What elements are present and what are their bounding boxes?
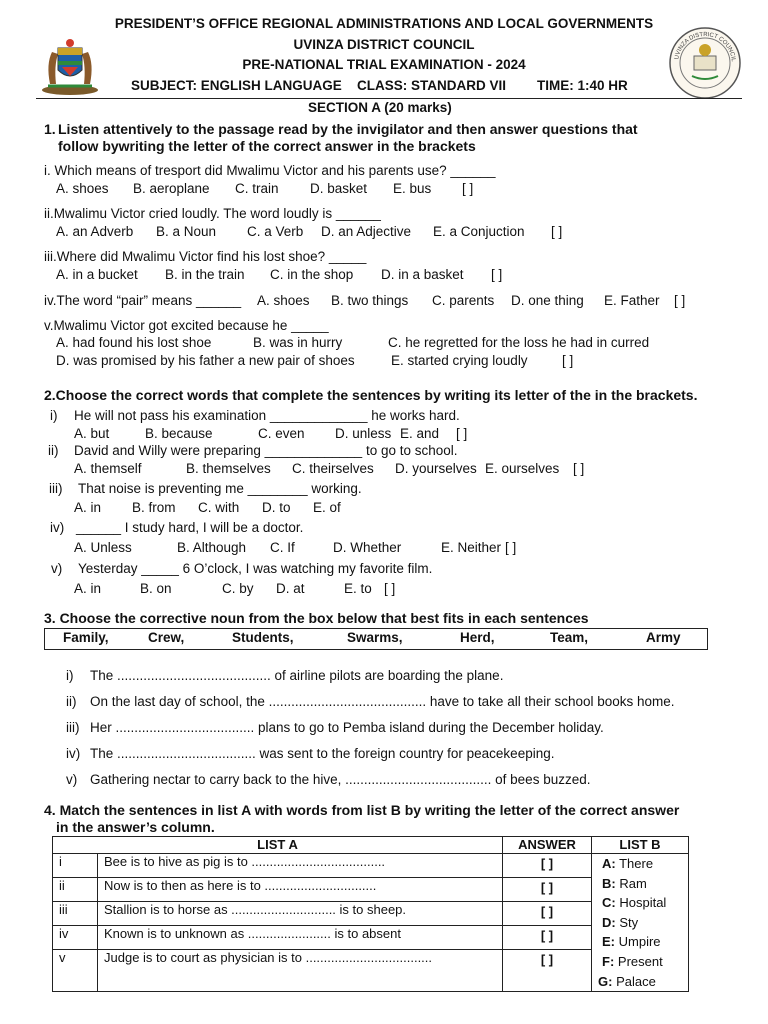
q1-item-iv-option-a: A. shoes bbox=[257, 293, 310, 308]
q1-number: 1. bbox=[44, 121, 56, 137]
section-a-title: SECTION A (20 marks) bbox=[308, 100, 452, 115]
answer-bracket[interactable]: [ ] bbox=[540, 903, 554, 919]
q1-item-ii-option-c: C. a Verb bbox=[247, 224, 304, 239]
q1-item-iv-answer-bracket[interactable]: [ ] bbox=[674, 293, 686, 308]
header-council: UVINZA DISTRICT COUNCIL bbox=[293, 37, 475, 52]
row-number: i bbox=[53, 854, 98, 878]
list-a-header: LIST A bbox=[53, 837, 503, 854]
list-b-item: G: Palace bbox=[598, 973, 656, 989]
q3-item-iv-number: iv) bbox=[66, 746, 81, 761]
q2-item-i-option-b: B. because bbox=[145, 426, 213, 441]
q1-item-iii-option-a: A. in a bucket bbox=[56, 267, 138, 282]
q2-item-ii-option-c: C. theirselves bbox=[292, 461, 374, 476]
q1-item-iv-option-b: B. two things bbox=[331, 293, 409, 308]
q2-item-ii-option-e: E. ourselves bbox=[485, 461, 560, 476]
row-number: iv bbox=[53, 925, 98, 949]
row-number: v bbox=[53, 949, 98, 992]
word-box-item: Army bbox=[646, 630, 681, 645]
q1-item-v-option-a: A. had found his lost shoe bbox=[56, 335, 212, 350]
q4-instruction-line1: 4. Match the sentences in list A with words from list B by writing the letter of the correct answer bbox=[44, 802, 680, 818]
list-b-item: B: Ram bbox=[602, 875, 647, 891]
answer-cell[interactable] bbox=[503, 901, 592, 925]
answer-cell[interactable] bbox=[503, 949, 592, 992]
answer-bracket[interactable]: [ ] bbox=[540, 879, 554, 895]
q4-instruction-line2: in the answer’s column. bbox=[56, 819, 215, 835]
q2-item-iii-option-b: B. from bbox=[132, 500, 176, 515]
word-box-item: Students, bbox=[232, 630, 294, 645]
q3-item-i-sentence: The ......................................... of airline pilots are boarding the plane. bbox=[90, 668, 504, 683]
q2-item-iii-number: iii) bbox=[49, 481, 63, 496]
q2-item-iv-number: iv) bbox=[50, 520, 65, 535]
q2-item-i-option-e: E. and bbox=[400, 426, 440, 441]
q1-item-i-question: i. Which means of tresport did Mwalimu Victor and his parents use? ______ bbox=[44, 163, 496, 178]
answer-bracket[interactable]: [ ] bbox=[540, 951, 554, 967]
q1-item-iv-option-c: C. parents bbox=[432, 293, 495, 308]
q3-item-v-sentence: Gathering nectar to carry back to the hive, ....................................... of bees buzzed. bbox=[90, 772, 591, 787]
answer-header: ANSWER bbox=[503, 837, 592, 854]
q1-instruction-line1: Listen attentively to the passage read by the invigilator and then answer questions that bbox=[58, 121, 638, 137]
q2-item-v-answer-bracket[interactable]: [ ] bbox=[384, 581, 396, 596]
q2-item-iii-option-e: E. of bbox=[313, 500, 341, 515]
q1-item-i-option-a: A. shoes bbox=[56, 181, 109, 196]
q1-item-ii-question: ii.Mwalimu Victor cried loudly. The word loudly is ______ bbox=[44, 206, 381, 221]
q1-item-i-option-b: B. aeroplane bbox=[133, 181, 210, 196]
q1-item-v-question: v.Mwalimu Victor got excited because he _____ bbox=[44, 318, 329, 333]
q2-item-i-option-c: C. even bbox=[258, 426, 305, 441]
q1-item-v-option-e: E. started crying loudly bbox=[391, 353, 528, 368]
word-box-item: Family, bbox=[63, 630, 109, 645]
q2-item-ii-option-b: B. themselves bbox=[186, 461, 271, 476]
q2-item-v-option-d: D. at bbox=[276, 581, 305, 596]
list-a-sentence: Bee is to hive as pig is to ..................................... bbox=[98, 854, 503, 878]
row-number: ii bbox=[53, 877, 98, 901]
list-b-item: A: There bbox=[602, 856, 654, 871]
q2-item-i-option-a: A. but bbox=[74, 426, 110, 441]
q2-item-i-question: He will not pass his examination _____________ he works hard. bbox=[74, 408, 460, 423]
q2-item-v-option-a: A. in bbox=[74, 581, 102, 596]
list-b-header: LIST B bbox=[592, 837, 689, 854]
q1-item-iii-option-c: C. in the shop bbox=[270, 267, 354, 282]
q2-item-iv-answer-bracket[interactable]: [ ] bbox=[505, 540, 517, 555]
list-b-item: E: Umpire bbox=[602, 934, 661, 950]
q2-item-i-number: i) bbox=[50, 408, 58, 423]
q2-item-iv-question: ______ I study hard, I will be a doctor. bbox=[76, 520, 304, 535]
q2-instruction: 2.Choose the correct words that complete the sentences by writing its letter of the in the brackets. bbox=[44, 387, 698, 403]
q2-item-i-answer-bracket[interactable]: [ ] bbox=[456, 426, 468, 441]
q3-item-iii-number: iii) bbox=[66, 720, 80, 735]
answer-cell[interactable] bbox=[503, 925, 592, 949]
q2-item-iii-option-a: A. in bbox=[74, 500, 102, 515]
q2-item-ii-number: ii) bbox=[48, 443, 59, 458]
q1-item-iii-option-b: B. in the train bbox=[165, 267, 245, 282]
q1-item-i-answer-bracket[interactable]: [ ] bbox=[462, 181, 474, 196]
list-a-sentence: Judge is to court as physician is to ................................... bbox=[98, 949, 503, 992]
row-number: iii bbox=[53, 901, 98, 925]
q2-item-ii-option-d: D. yourselves bbox=[395, 461, 477, 476]
q1-instruction-line2: follow bywriting the letter of the correct answer in the brackets bbox=[58, 138, 476, 154]
q2-item-v-option-b: B. on bbox=[140, 581, 172, 596]
q1-item-iii-option-d: D. in a basket bbox=[381, 267, 464, 282]
q3-item-ii-sentence: On the last day of school, the .......................................... have to take all their school books home. bbox=[90, 694, 675, 709]
q3-item-ii-number: ii) bbox=[66, 694, 77, 709]
q2-item-iv-option-e: E. Neither bbox=[441, 540, 502, 555]
q2-item-iii-question: That noise is preventing me ________ working. bbox=[78, 481, 362, 496]
q1-item-iv-question: iv.The word “pair” means ______ bbox=[44, 293, 242, 308]
q2-item-v-question: Yesterday _____ 6 O’clock, I was watching my favorite film. bbox=[78, 561, 433, 576]
q3-item-iv-sentence: The ..................................... was sent to the foreign country for peacekeeping. bbox=[90, 746, 555, 761]
answer-bracket[interactable]: [ ] bbox=[540, 856, 554, 871]
header-divider bbox=[36, 98, 742, 99]
q2-item-iii-option-d: D. to bbox=[262, 500, 291, 515]
header-subject: SUBJECT: ENGLISH LANGUAGE bbox=[131, 78, 342, 93]
word-box-item: Crew, bbox=[148, 630, 185, 645]
q1-item-v-answer-bracket[interactable]: [ ] bbox=[562, 353, 574, 368]
q2-item-iii-option-c: C. with bbox=[198, 500, 240, 515]
q2-item-iv-option-b: B. Although bbox=[177, 540, 247, 555]
q2-item-iv-option-c: C. If bbox=[270, 540, 295, 555]
q2-item-iv-option-d: D. Whether bbox=[333, 540, 402, 555]
q2-item-i-option-d: D. unless bbox=[335, 426, 392, 441]
q1-item-v-option-d: D. was promised by his father a new pair of shoes bbox=[56, 353, 355, 368]
q2-item-v-number: v) bbox=[51, 561, 63, 576]
header-class: CLASS: STANDARD VII bbox=[357, 78, 507, 93]
answer-cell[interactable] bbox=[503, 877, 592, 901]
word-box-item: Team, bbox=[550, 630, 589, 645]
q1-item-iii-question: iii.Where did Mwalimu Victor find his lost shoe? _____ bbox=[44, 249, 367, 264]
q2-item-v-option-e: E. to bbox=[344, 581, 372, 596]
q1-item-i-option-d: D. basket bbox=[310, 181, 368, 196]
q2-item-ii-question: David and Willy were preparing _____________ to go to school. bbox=[74, 443, 458, 458]
q3-item-i-number: i) bbox=[66, 668, 74, 683]
list-a-sentence: Known is to unknown as ....................... is to absent bbox=[98, 925, 503, 949]
q2-item-ii-option-a: A. themself bbox=[74, 461, 142, 476]
q2-item-ii-answer-bracket[interactable]: [ ] bbox=[573, 461, 585, 476]
q3-instruction: 3. Choose the corrective noun from the box below that best fits in each sentences bbox=[44, 610, 589, 626]
svg-text:UVINZA DISTRICT COUNCIL: UVINZA DISTRICT COUNCIL bbox=[674, 31, 736, 62]
q3-item-v-number: v) bbox=[66, 772, 78, 787]
q1-item-iv-option-e: E. Father bbox=[604, 293, 660, 308]
q1-item-v-option-c: C. he regretted for the loss he had in curred bbox=[388, 335, 650, 350]
q2-item-iv-option-a: A. Unless bbox=[74, 540, 132, 555]
q1-item-ii-option-d: D. an Adjective bbox=[321, 224, 412, 239]
list-b-item: F: Present bbox=[602, 953, 663, 969]
answer-bracket[interactable]: [ ] bbox=[540, 927, 554, 943]
q3-item-iii-sentence: Her ..................................... plans to go to Pemba island during the December holiday. bbox=[90, 720, 604, 735]
collective-noun-word-box bbox=[44, 628, 708, 650]
list-b-item: D: Sty bbox=[602, 914, 639, 930]
q1-item-ii-option-e: E. a Conjuction bbox=[433, 224, 525, 239]
list-a-sentence: Now is to then as here is to ............................... bbox=[98, 877, 503, 901]
word-box-item: Swarms, bbox=[347, 630, 403, 645]
q1-item-ii-option-a: A. an Adverb bbox=[56, 224, 134, 239]
header-time: TIME: 1:40 HR bbox=[537, 78, 628, 93]
list-a-sentence: Stallion is to horse as ............................. is to sheep. bbox=[98, 901, 503, 925]
q2-item-v-option-c: C. by bbox=[222, 581, 254, 596]
list-b-item: C: Hospital bbox=[602, 895, 667, 911]
answer-cell[interactable] bbox=[503, 854, 592, 878]
q1-item-v-option-b: B. was in hurry bbox=[253, 335, 343, 350]
list-b-column bbox=[592, 854, 689, 992]
matching-table bbox=[52, 836, 689, 992]
q1-item-i-option-c: C. train bbox=[235, 181, 279, 196]
word-box-item: Herd, bbox=[460, 630, 495, 645]
q1-item-i-option-e: E. bus bbox=[393, 181, 432, 196]
q1-item-ii-answer-bracket[interactable]: [ ] bbox=[551, 224, 563, 239]
q1-item-ii-option-b: B. a Noun bbox=[156, 224, 217, 239]
header-exam-title: PRE-NATIONAL TRIAL EXAMINATION - 2024 bbox=[242, 57, 526, 72]
q1-item-iii-answer-bracket[interactable]: [ ] bbox=[491, 267, 503, 282]
q1-item-iv-option-d: D. one thing bbox=[511, 293, 584, 308]
header-ministry: PRESIDENT’S OFFICE REGIONAL ADMINISTRATIONS AND LOCAL GOVERNMENTS bbox=[114, 16, 654, 31]
